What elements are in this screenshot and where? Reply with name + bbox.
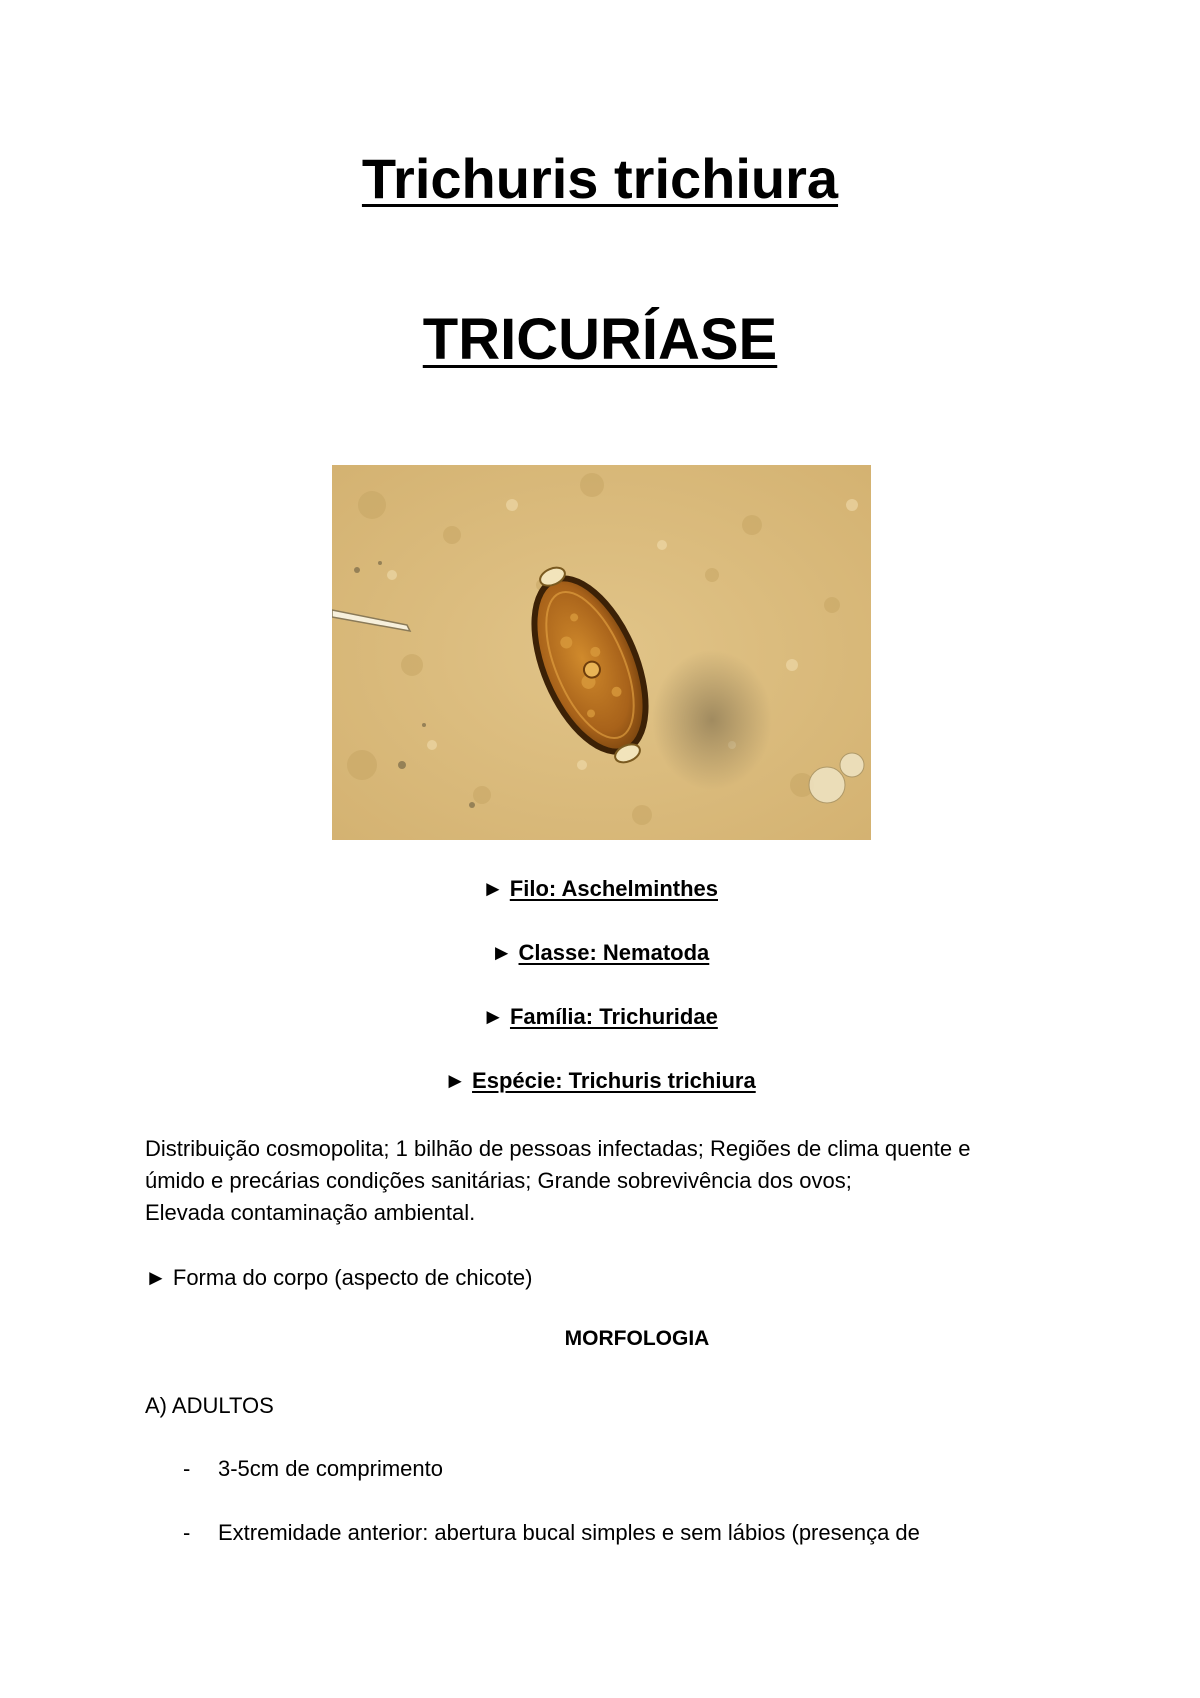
- taxon-familia: [0, 1004, 1200, 1030]
- list-dash: -: [183, 1456, 191, 1481]
- taxon-especie-text: Espécie: Trichuris trichiura: [472, 1068, 756, 1093]
- body-form-line: [145, 1262, 1085, 1294]
- arrow-icon: ►: [444, 1068, 467, 1093]
- paragraph-line: úmido e precárias condições sanitárias; Grande sobrevivência dos ovos;: [145, 1168, 852, 1193]
- arrow-icon: ►: [482, 1004, 504, 1029]
- distribution-paragraph: [145, 1133, 1085, 1229]
- paragraph-line: Distribuição cosmopolita; 1 bilhão de pessoas infectadas; Regiões de clima quente e: [145, 1136, 971, 1161]
- taxon-filo-text: Filo: Aschelminthes: [509, 876, 718, 901]
- document-title: Trichuris trichiura: [361, 147, 839, 210]
- list-item-text: 3-5cm de comprimento: [218, 1456, 443, 1481]
- taxon-classe-text: Classe: Nematoda: [518, 940, 710, 965]
- subsection-heading: [145, 1390, 1085, 1422]
- list-dash: -: [183, 1520, 191, 1545]
- subsection-text: A) ADULTOS: [145, 1393, 274, 1418]
- list-item: [183, 1456, 443, 1482]
- section-heading: MORFOLOGIA: [564, 1327, 710, 1350]
- taxon-familia-text: Família: Trichuridae: [509, 1004, 718, 1029]
- list-item: [183, 1520, 920, 1546]
- taxon-especie: [0, 1068, 1200, 1094]
- arrow-icon: ►: [490, 940, 513, 965]
- arrow-icon: ►: [482, 876, 504, 901]
- disease-title: TRICURÍASE: [422, 307, 778, 372]
- taxon-classe: [0, 940, 1200, 966]
- body-form-text: ► Forma do corpo (aspecto de chicote): [145, 1265, 533, 1290]
- paragraph-line: Elevada contaminação ambiental.: [145, 1200, 476, 1225]
- egg-micrograph: [332, 465, 871, 840]
- taxon-filo: [0, 876, 1200, 902]
- list-item-text: Extremidade anterior: abertura bucal simples e sem lábios (presença de: [218, 1520, 920, 1545]
